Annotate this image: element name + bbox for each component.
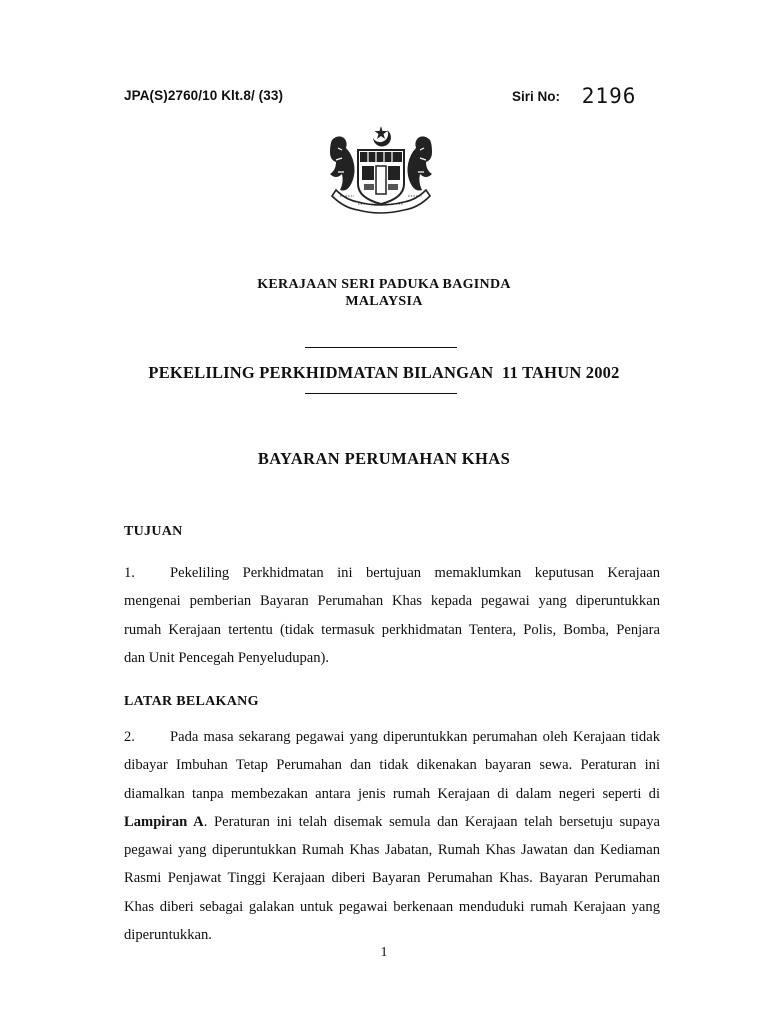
paragraph-line: 2. Pada masa sekarang pegawai yang diperuntukkan perumahan oleh Kerajaan tidak: [124, 723, 660, 751]
lampiran-reference: Lampiran A: [124, 813, 204, 830]
paragraph-line: dibayar Imbuhan Tetap Perumahan dan tidak dikenakan bayaran sewa. Peraturan ini: [124, 757, 660, 774]
government-line-2: MALAYSIA: [345, 294, 423, 309]
paragraph-line: pegawai yang diperuntukkan Rumah Khas Jabatan, Rumah Khas Jawatan dan Kediaman: [124, 842, 660, 859]
paragraph-line: diamalkan tanpa membezakan antara jenis rumah Kerajaan di dalam negeri seperti di: [124, 785, 660, 802]
serial-number-block: [512, 84, 636, 108]
paragraph-line: diperuntukkan.: [124, 927, 212, 944]
serial-number: 2196: [581, 84, 637, 108]
paragraph-line: dan Unit Pencegah Penyeludupan).: [124, 649, 330, 666]
serial-label: Siri No:: [512, 88, 561, 104]
paragraph-line: mengenai pemberian Bayaran Perumahan Khas kepada pegawai yang diperuntukkan: [124, 593, 660, 610]
section-heading-latar-belakang: LATAR BELAKANG: [124, 694, 259, 709]
paragraph-number: 2.: [124, 729, 135, 745]
page-number: 1: [380, 945, 388, 960]
paragraph-line: Khas diberi sebagai galakan untuk pegawai berkenaan menduduki rumah Kerajaan yang: [124, 898, 660, 915]
document-title: BAYARAN PERUMAHAN KHAS: [257, 449, 511, 468]
paragraph-line: 1. Pekeliling Perkhidmatan ini bertujuan memaklumkan keputusan Kerajaan: [124, 559, 660, 587]
paragraph-1: [124, 559, 660, 672]
paragraph-line: Rasmi Penjawat Tinggi Kerajaan diberi Bayaran Perumahan Khas. Bayaran Perumahan: [124, 870, 660, 887]
malaysia-coat-of-arms-icon: [318, 124, 444, 216]
paragraph-line: Lampiran A. Peraturan ini telah disemak semula dan Kerajaan telah bersetuju supaya: [124, 813, 660, 830]
circular-title: PEKELILING PERKHIDMATAN BILANGAN 11 TAHUN 2002: [148, 363, 620, 382]
divider-bottom: [305, 393, 457, 394]
section-heading-tujuan: TUJUAN: [124, 524, 183, 539]
paragraph-number: 1.: [124, 565, 135, 581]
reference-number: JPA(S)2760/10 Klt.8/ (33): [124, 88, 284, 103]
government-line-1: KERAJAAN SERI PADUKA BAGINDA: [257, 277, 511, 292]
paragraph-2: [124, 723, 660, 949]
divider-top: [305, 347, 457, 348]
paragraph-line: rumah Kerajaan tertentu (tidak termasuk perkhidmatan Tentera, Polis, Bomba, Penjara: [124, 621, 660, 638]
